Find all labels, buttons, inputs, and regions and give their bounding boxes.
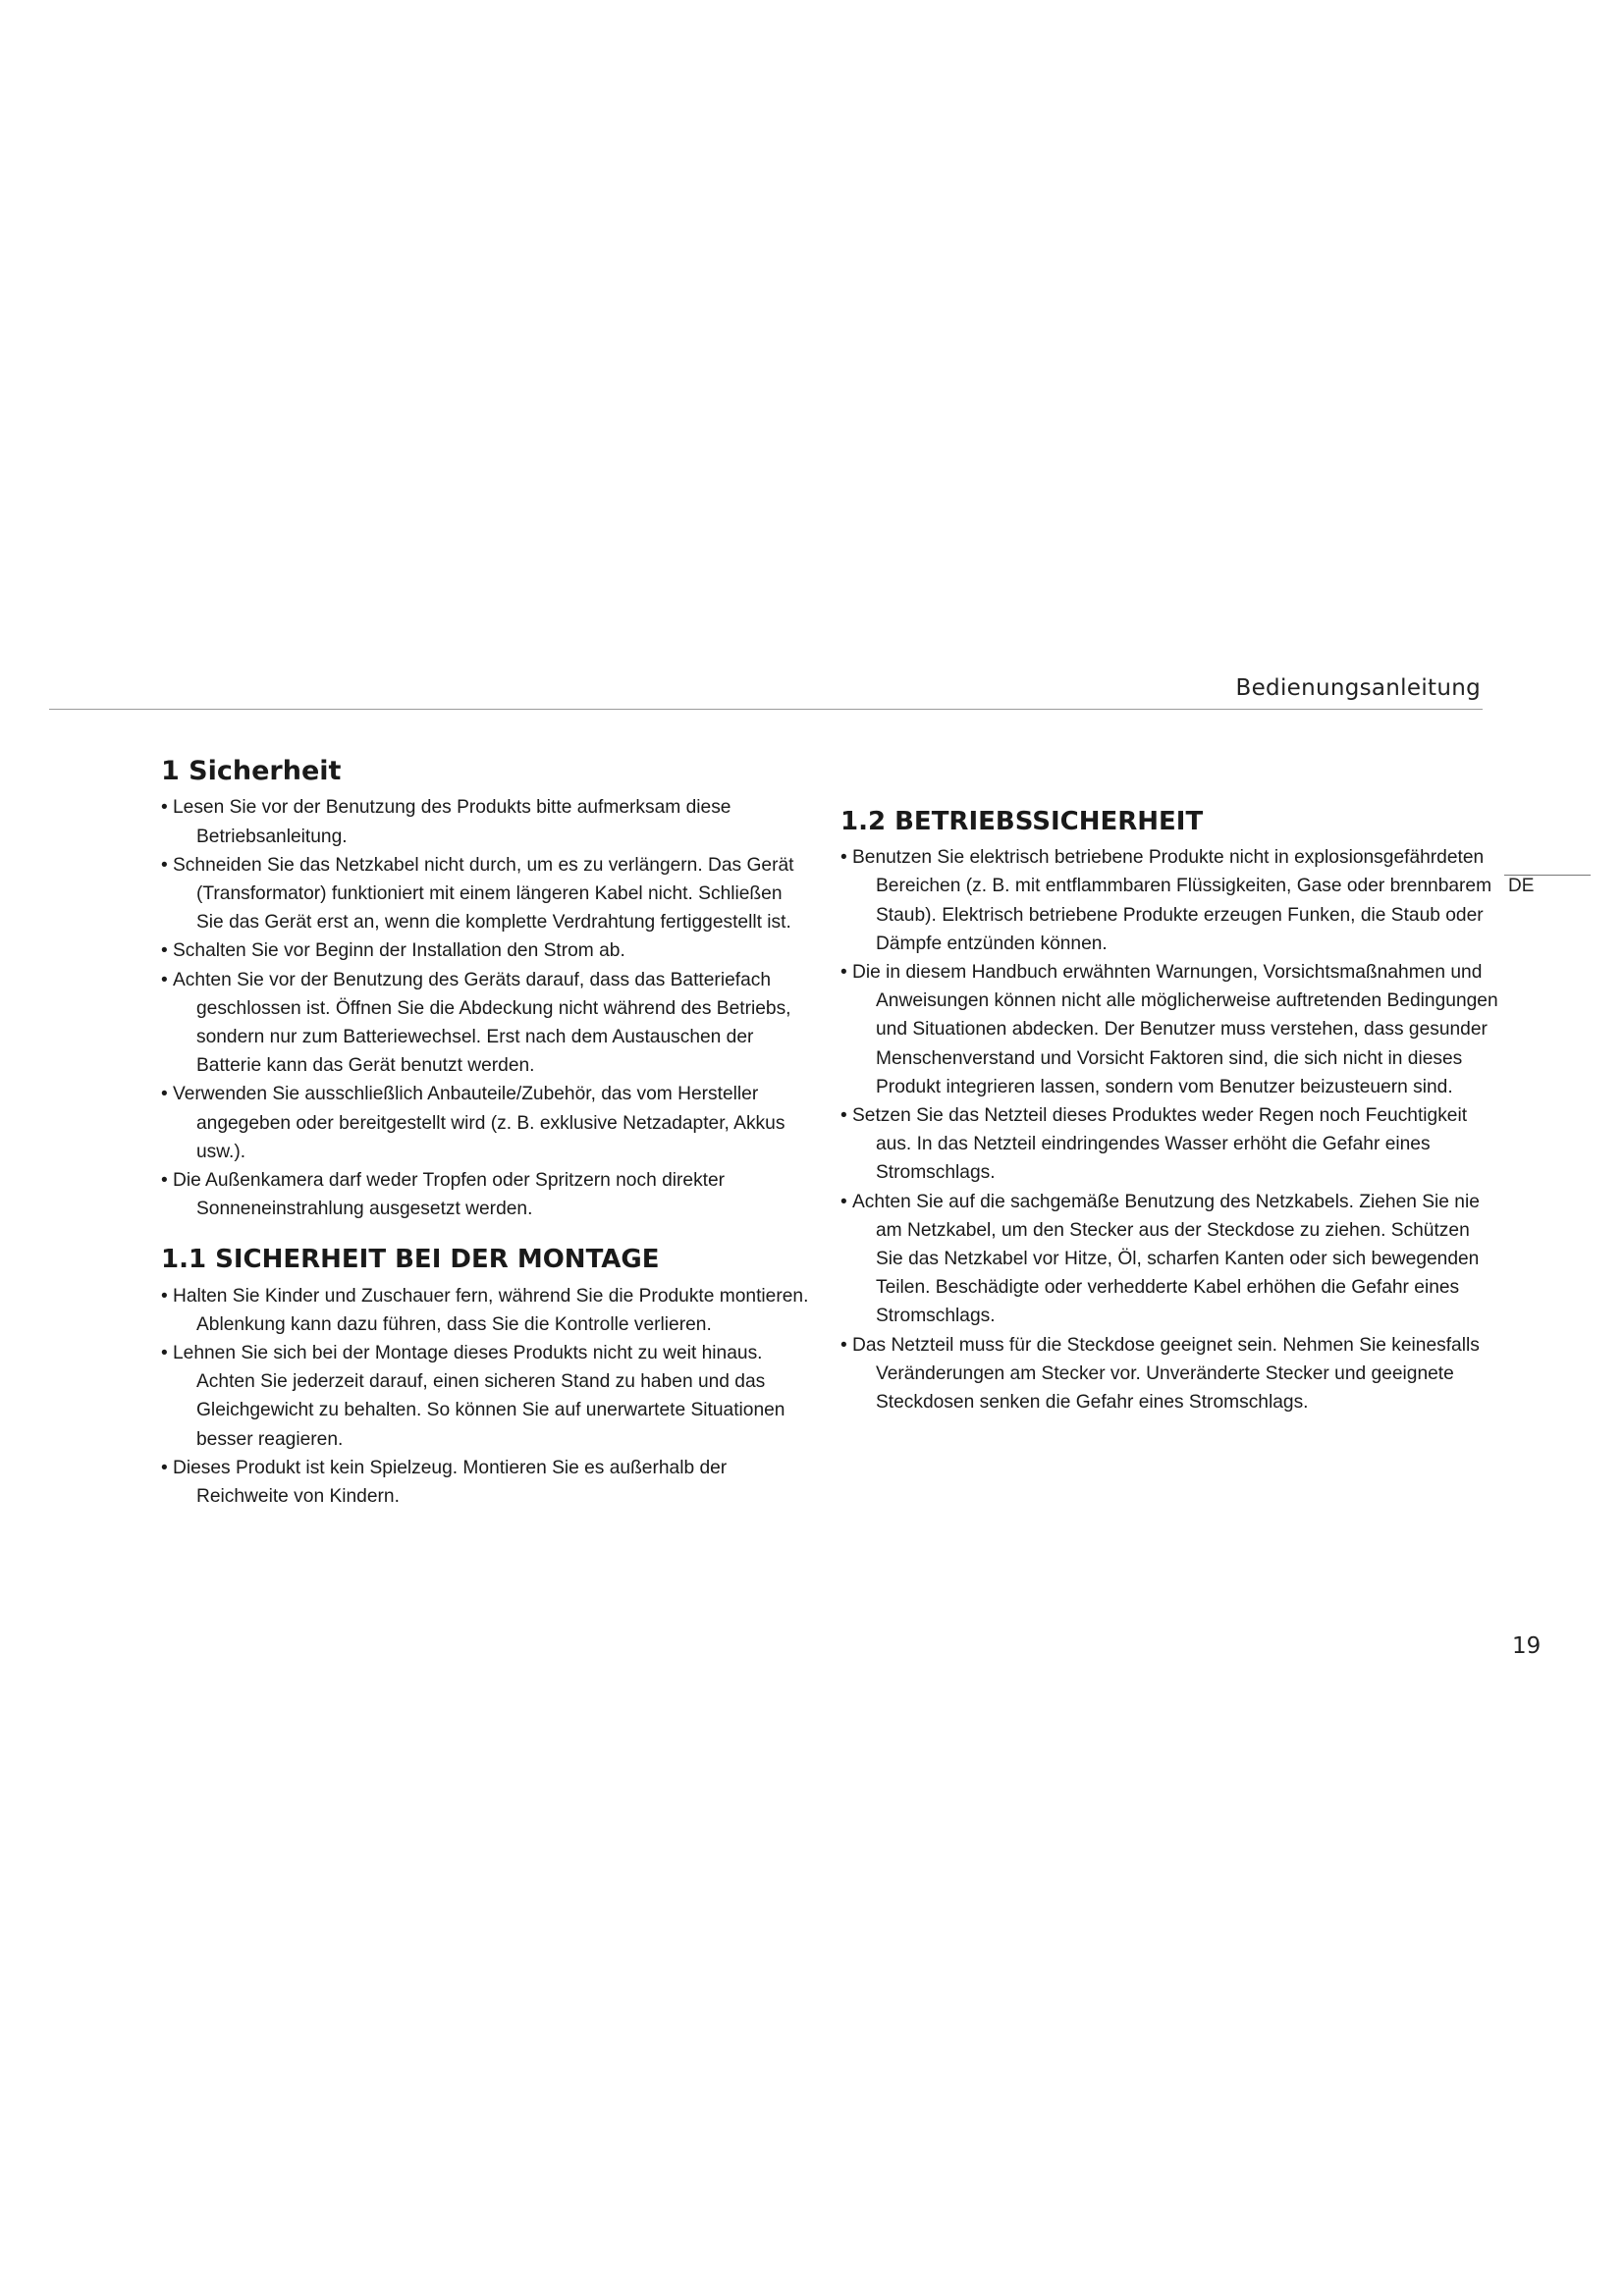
safety-list [161, 793, 809, 1223]
list-item: • Achten Sie vor der Benutzung des Geräts darauf, dass das Batteriefach geschlossen ist. Öffnen Sie die Abdeckung nicht während des Betriebs, sondern nur zum Batteriewechsel. Erst nach dem Austauschen der Batterie kann das Gerät benutzt werden. [161, 966, 809, 1081]
right-column [840, 807, 1498, 1416]
list-item: • Verwenden Sie ausschließlich Anbauteile/Zubehör, das vom Hersteller angegeben oder bereitgestellt wird (z. B. exklusive Netzadapter, Akkus usw.). [161, 1080, 809, 1166]
section-heading-operating-safety: 1.2 BETRIEBSSICHERHEIT [840, 807, 1204, 836]
installation-safety-list [161, 1282, 809, 1512]
list-item: • Schalten Sie vor Beginn der Installation den Strom ab. [161, 936, 809, 965]
list-item: • Halten Sie Kinder und Zuschauer fern, während Sie die Produkte montieren. Ablenkung kann dazu führen, dass Sie die Kontrolle verlieren. [161, 1282, 809, 1339]
bullet-icon: • [161, 1084, 168, 1105]
running-header-title: Bedienungsanleitung [1235, 675, 1481, 701]
list-item: • Die Außenkamera darf weder Tropfen oder Spritzern noch direkter Sonneneinstrahlung ausgesetzt werden. [161, 1166, 809, 1223]
bullet-icon: • [840, 847, 847, 869]
bullet-icon: • [161, 854, 168, 876]
bullet-icon: • [161, 969, 168, 990]
list-item: • Die in diesem Handbuch erwähnten Warnungen, Vorsichtsmaßnahmen und Anweisungen können nicht alle möglicherweise auftretenden Bedingungen und Situationen abdecken. Der Benutzer muss verstehen, dass gesunder Menschenverstand und Vorsicht Faktoren sind, die sich nicht in dieses Produkt integrieren lassen, sondern vom Benutzer beizusteuern sind. [840, 958, 1498, 1101]
section-heading-safety: 1 Sicherheit [161, 756, 342, 786]
bullet-icon: • [840, 962, 847, 983]
list-item: • Das Netzteil muss für die Steckdose geeignet sein. Nehmen Sie keinesfalls Veränderungen am Stecker vor. Unveränderte Stecker und geeignete Steckdosen senken die Gefahr eines Stromschlags. [840, 1331, 1498, 1417]
bullet-icon: • [161, 940, 168, 962]
list-item: • Benutzen Sie elektrisch betriebene Produkte nicht in explosionsgefährdeten Bereichen (z. B. mit entflammbaren Flüssigkeiten, Gase oder brennbarem Staub). Elektrisch betriebene Produkte erzeugen Funken, die Staub oder Dämpfe entzünden können. [840, 843, 1498, 958]
header-divider [49, 709, 1483, 710]
bullet-icon: • [161, 797, 168, 819]
list-item: • Lehnen Sie sich bei der Montage dieses Produkts nicht zu weit hinaus. Achten Sie jederzeit darauf, einen sicheren Stand zu haben und das Gleichgewicht zu behalten. So können Sie auf unerwartete Situationen besser reagieren. [161, 1339, 809, 1454]
list-item: • Setzen Sie das Netzteil dieses Produktes weder Regen noch Feuchtigkeit aus. In das Netzteil eindringendes Wasser erhöht die Gefahr eines Stromschlags. [840, 1101, 1498, 1188]
section-heading-installation-safety: 1.1 SICHERHEIT BEI DER MONTAGE [161, 1245, 660, 1275]
list-item: • Schneiden Sie das Netzkabel nicht durch, um es zu verlängern. Das Gerät (Transformator) funktioniert mit einem längeren Kabel nicht. Schließen Sie das Gerät erst an, wenn die komplette Verdrahtung fertiggestellt ist. [161, 851, 809, 937]
language-tab: DE [1508, 876, 1535, 896]
operating-safety-list [840, 843, 1498, 1416]
bullet-icon: • [161, 1170, 168, 1192]
bullet-icon: • [161, 1285, 168, 1307]
bullet-icon: • [840, 1105, 847, 1127]
bullet-icon: • [161, 1343, 168, 1364]
bullet-icon: • [840, 1334, 847, 1356]
list-item: • Lesen Sie vor der Benutzung des Produkts bitte aufmerksam diese Betriebsanleitung. [161, 793, 809, 850]
list-item: • Achten Sie auf die sachgemäße Benutzung des Netzkabels. Ziehen Sie nie am Netzkabel, um den Stecker aus der Steckdose zu ziehen. Schützen Sie das Netzkabel vor Hitze, Öl, scharfen Kanten oder sich bewegenden Teilen. Beschädigte oder verhedderte Kabel erhöhen die Gefahr eines Stromschlags. [840, 1188, 1498, 1331]
left-column [161, 756, 809, 1511]
list-item: • Dieses Produkt ist kein Spielzeug. Montieren Sie es außerhalb der Reichweite von Kindern. [161, 1454, 809, 1511]
page-number: 19 [1512, 1633, 1542, 1659]
bullet-icon: • [840, 1191, 847, 1212]
bullet-icon: • [161, 1457, 168, 1478]
